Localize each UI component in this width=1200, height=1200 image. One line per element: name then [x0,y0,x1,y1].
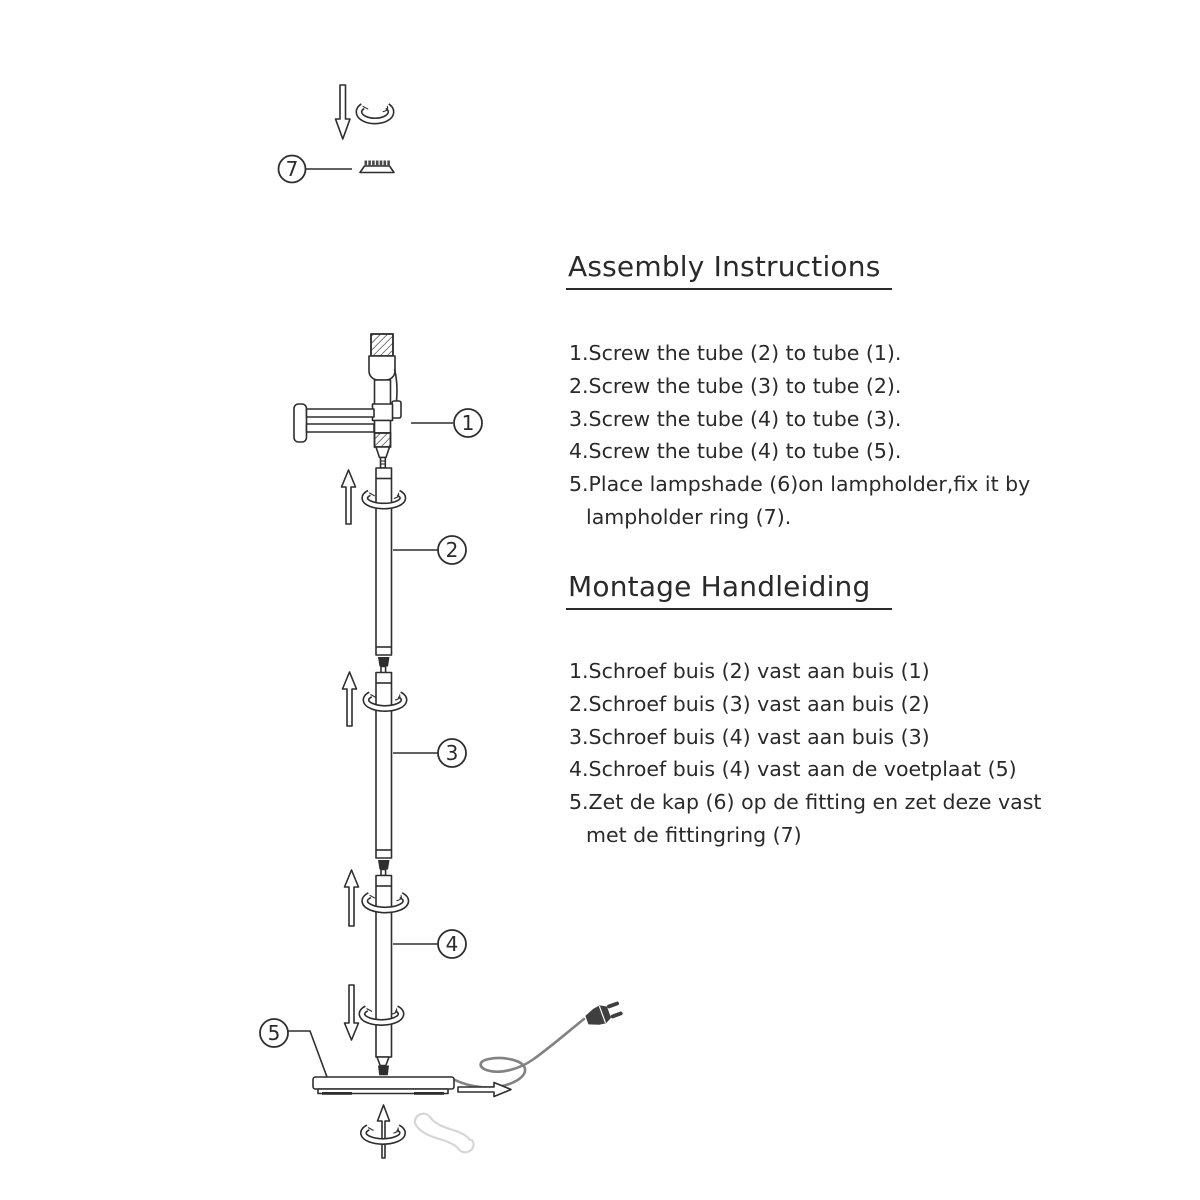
callout-4 [393,930,466,958]
base-plate [313,1077,454,1089]
callout-5 [260,1019,327,1077]
english-steps [569,337,1030,534]
lampholder-ring-part [360,161,394,173]
base-foot [322,1092,352,1095]
tube-part-2 [342,468,467,673]
dutch-steps [569,655,1041,852]
top-assembly-hints [279,85,395,183]
power-plug [584,999,624,1029]
wrench-icon [415,1114,474,1153]
down-arrow-icon [345,985,359,1040]
pull-cord [395,369,397,401]
up-arrow-icon [345,870,359,926]
step-line-continuation: lampholder ring (7). [586,504,792,529]
screw-arrow-icon [364,1105,403,1158]
up-arrow-icon [343,672,357,726]
base-foot [414,1092,444,1095]
step-line: 4.Schroef buis (4) vast aan de voetplaat (5) [569,757,1017,782]
pull-switch [392,401,401,418]
step-line: 3.Schroef buis (4) vast aan buis (3) [569,724,930,749]
callout-3 [393,739,466,767]
callout-1-label: 1 [461,411,475,435]
english-section-title: Assembly Instructions [566,250,892,290]
step-line: 2.Screw the tube (3) to tube (2). [569,373,902,398]
swing-arm [294,404,374,442]
tube-part-3 [343,672,467,876]
tube-part-4 [345,870,467,1075]
step-line: 5.Place lampshade (6)on lampholder,fix it by [569,472,1031,497]
callout-5-label: 5 [267,1021,281,1045]
step-line-continuation: met de fittingring (7) [586,822,802,847]
callout-2 [393,536,466,564]
callout-1 [411,409,482,437]
step-line: 3.Screw the tube (4) to tube (3). [569,406,902,431]
callout-4-label: 4 [445,932,459,956]
step-line: 1.Schroef buis (2) vast aan buis (1) [569,659,930,683]
rotate-icon [359,106,391,121]
callout-7 [279,156,353,183]
base-part [260,999,624,1158]
step-line: 2.Schroef buis (3) vast aan buis (2) [569,691,930,716]
step-line: 5.Zet de kap (6) op de fitting en zet deze vast [569,790,1042,815]
callout-2-label: 2 [445,538,459,562]
lamp-holder-part [294,334,482,468]
callout-3-label: 3 [445,741,459,765]
step-line: 1.Screw the tube (2) to tube (1). [569,341,902,365]
power-cord [452,1019,584,1088]
up-arrow-icon [342,470,356,524]
down-arrow-icon [336,85,351,139]
callout-7-label: 7 [285,157,299,181]
dutch-section-title: Montage Handleiding [566,570,892,610]
step-line: 4.Screw the tube (4) to tube (5). [569,439,902,464]
